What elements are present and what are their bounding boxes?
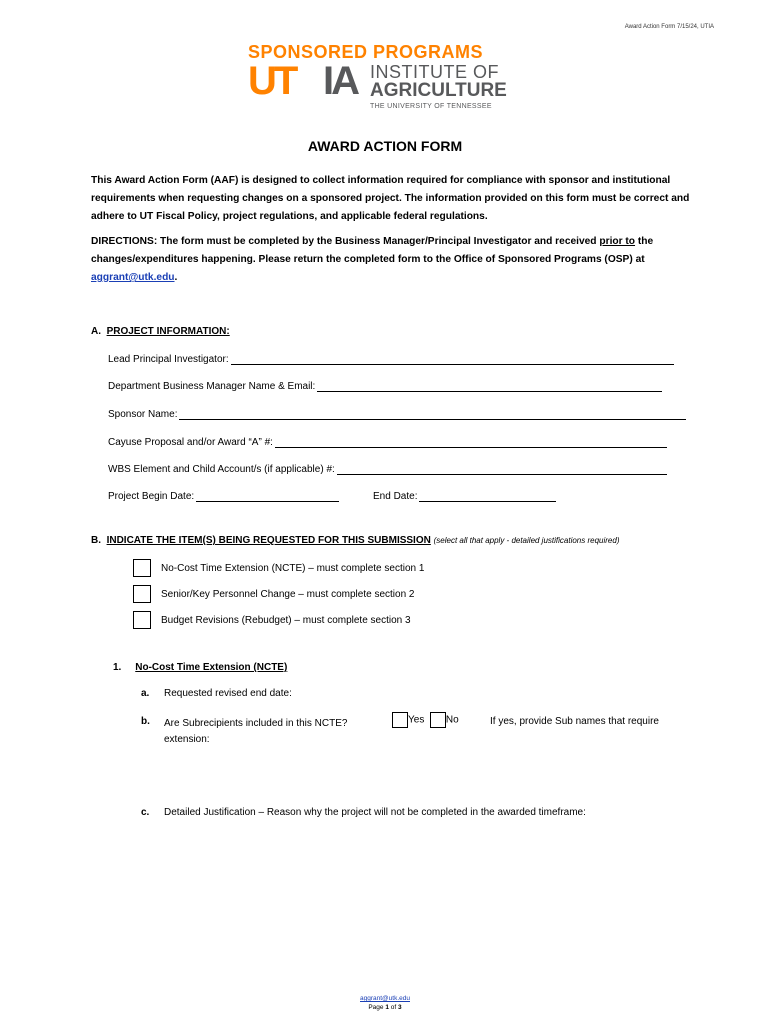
directions-prior-to: prior to [599, 236, 636, 247]
osp-email-link[interactable]: aggrant@utk.edu [91, 272, 175, 283]
personnel-checkbox[interactable] [133, 585, 151, 603]
wbs-field [108, 463, 667, 475]
rebudget-checkbox[interactable] [133, 611, 151, 629]
sponsor-input-line[interactable] [179, 408, 686, 420]
page-footer [0, 994, 770, 1012]
directions-lead: DIRECTIONS: The form must be completed by the Business Manager/Principal Investigator and received [91, 236, 600, 247]
no-label: No [445, 714, 459, 726]
begin-date-label: Project Begin Date: [108, 491, 195, 502]
item-c [141, 807, 149, 818]
item-a [141, 688, 149, 699]
sponsor-label: Sponsor Name: [108, 409, 178, 420]
rebudget-option-label: Budget Revisions (Rebudget) – must complete section 3 [161, 614, 411, 626]
section-b-title: INDICATE THE ITEM(S) BEING REQUESTED FOR THIS SUBMISSION [106, 535, 431, 546]
directions-end: . [174, 272, 178, 283]
dept-bm-field [108, 380, 662, 392]
directions-paragraph [91, 233, 701, 287]
subrecipients-yes-no [392, 712, 459, 728]
intro-paragraph: This Award Action Form (AAF) is designed to collect information required for compliance with sponsor and institutional requirements when requesting changes on a sponsored project. The information provided on this form must be correct and adhere to UT Fiscal Policy, project regulations, and applicable federal regulations. [91, 175, 690, 222]
directions-mid: the changes/expenditures happening. Please return the completed form to the Office of Sponsored Programs (OSP) at [91, 236, 654, 265]
section-b-heading [91, 535, 620, 546]
sponsor-field [108, 408, 686, 420]
item-c-text: Detailed Justification – Reason why the project will not be completed in the awarded timeframe: [164, 807, 586, 818]
section-b-note: (select all that apply - detailed justifications required) [433, 536, 620, 545]
item-b-text-line2: extension: [164, 734, 210, 745]
dept-bm-label: Department Business Manager Name & Email: [108, 381, 316, 392]
yes-label: Yes [408, 714, 425, 726]
personnel-option[interactable] [133, 585, 414, 603]
section-a-heading [91, 326, 230, 337]
dept-bm-input-line[interactable] [317, 380, 662, 392]
item-b-label: b. [141, 716, 150, 727]
page-indicator [0, 1003, 770, 1012]
subrecipients-no-checkbox[interactable] [430, 712, 446, 728]
personnel-option-label: Senior/Key Personnel Change – must complete section 2 [161, 588, 415, 600]
footer-email-link[interactable]: aggrant@utk.edu [360, 995, 410, 1002]
item-b [141, 716, 150, 727]
section-a-letter: A. [91, 326, 101, 337]
end-date-label: End Date: [373, 491, 418, 502]
page-of: of [388, 1004, 399, 1011]
lead-pi-field [108, 353, 674, 365]
logo-sponsored-programs: SPONSORED PROGRAMS [248, 42, 484, 62]
begin-date-field [108, 490, 339, 502]
logo-institute-of: INSTITUTE OF [370, 62, 499, 82]
lead-pi-label: Lead Principal Investigator: [108, 354, 229, 365]
ncte-option-label: No-Cost Time Extension (NCTE) – must complete section 1 [161, 562, 425, 574]
section-1-number: 1. [113, 662, 122, 673]
subrecipients-yes-checkbox[interactable] [392, 712, 408, 728]
item-b-text-line1: Are Subrecipients included in this NCTE? [164, 718, 348, 729]
cayuse-input-line[interactable] [275, 436, 667, 448]
utia-sponsored-programs-logo [248, 42, 538, 116]
ncte-option[interactable] [133, 559, 424, 577]
logo-agriculture: AGRICULTURE [370, 80, 507, 101]
logo-ut: UT [248, 59, 296, 103]
item-b-followup: If yes, provide Sub names that require [490, 716, 659, 727]
logo-university: THE UNIVERSITY OF TENNESSEE [370, 103, 492, 110]
wbs-input-line[interactable] [337, 463, 667, 475]
ncte-checkbox[interactable] [133, 559, 151, 577]
page-prefix: Page [368, 1004, 386, 1011]
lead-pi-input-line[interactable] [231, 353, 674, 365]
item-b-text [164, 716, 347, 748]
page-title: AWARD ACTION FORM [307, 138, 463, 154]
section-a-title: PROJECT INFORMATION: [106, 326, 230, 337]
logo-ia: IA [323, 59, 357, 103]
item-c-label: c. [141, 807, 150, 818]
wbs-label: WBS Element and Child Account/s (if applicable) #: [108, 464, 335, 475]
rebudget-option[interactable] [133, 611, 411, 629]
item-a-label: a. [141, 688, 150, 699]
cayuse-field [108, 436, 667, 448]
header-note: Award Action Form 7/15/24, UTIA [624, 24, 714, 30]
item-a-text: Requested revised end date: [164, 688, 292, 699]
section-b-letter: B. [91, 535, 101, 546]
section-1-heading [113, 662, 287, 673]
page-total: 3 [398, 1004, 402, 1011]
end-date-input-line[interactable] [419, 490, 556, 502]
end-date-field [373, 490, 556, 502]
section-1-title: No-Cost Time Extension (NCTE) [135, 662, 288, 673]
cayuse-label: Cayuse Proposal and/or Award “A” #: [108, 437, 273, 448]
begin-date-input-line[interactable] [196, 490, 339, 502]
page-number: 1 [385, 1004, 389, 1011]
